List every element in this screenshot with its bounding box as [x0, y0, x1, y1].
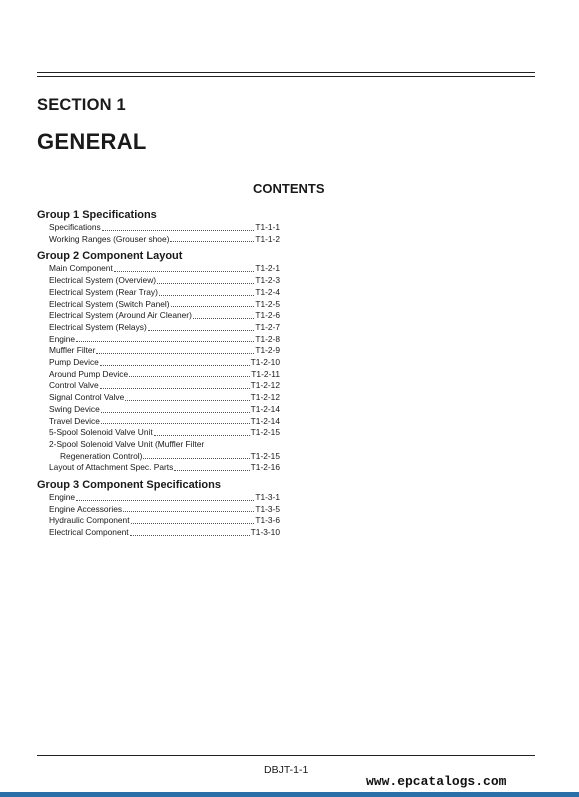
toc-entry-label: Specifications	[49, 222, 101, 232]
toc-entry-page: T1-3-6	[255, 515, 280, 526]
toc-entry-page: T1-2-3	[255, 275, 280, 286]
toc-entry-page: T1-2-5	[255, 298, 280, 309]
toc-entry-page: T1-2-12	[250, 392, 280, 403]
toc-entry[interactable]	[37, 275, 280, 287]
dot-leader	[76, 500, 254, 501]
toc-entry-page: T1-1-2	[255, 233, 280, 244]
dot-leader	[101, 412, 250, 413]
toc-entry[interactable]	[37, 404, 280, 416]
section-title: GENERAL	[37, 129, 147, 154]
dot-leader	[76, 341, 254, 342]
toc-entry-page: T1-2-12	[250, 380, 280, 391]
toc-entry-page: T1-2-10	[250, 357, 280, 368]
toc-entry-label: Regeneration Control)	[60, 450, 143, 461]
toc-entry-page: T1-2-9	[255, 345, 280, 356]
toc-entry[interactable]	[37, 345, 280, 357]
dot-leader	[174, 470, 249, 471]
bottom-color-strip	[0, 792, 579, 797]
toc-entry-label: Electrical System (Around Air Cleaner)	[49, 310, 192, 321]
toc-entry-page: T1-2-1	[255, 263, 280, 274]
toc-group-title: Group 3 Component Specifications	[37, 479, 221, 492]
dot-leader	[129, 376, 250, 377]
toc-entry-page: T1-2-7	[255, 321, 280, 332]
contents-heading: CONTENTS	[253, 181, 325, 196]
toc-entry-label: Working Ranges (Grouser shoe)	[49, 233, 170, 244]
toc-entry-label: Layout of Attachment Spec. Parts	[49, 462, 174, 473]
toc-entry-label: Signal Control Valve	[49, 392, 125, 403]
toc-entry-label: Around Pump Device	[49, 368, 129, 379]
toc-group-2	[37, 249, 280, 474]
dot-leader	[193, 318, 254, 319]
toc-entry-label: Engine	[49, 333, 76, 344]
dot-leader	[96, 353, 254, 354]
dot-leader	[143, 458, 249, 459]
toc-entry[interactable]	[37, 310, 280, 322]
toc-entry-label: Electrical Component	[49, 527, 129, 538]
toc-entry[interactable]	[37, 462, 280, 474]
toc-entry-label: 5-Spool Solenoid Valve Unit	[49, 427, 153, 438]
toc-entry-label: Electrical System (Rear Tray)	[49, 286, 158, 297]
dot-leader	[157, 283, 254, 284]
page-code: DBJT-1-1	[264, 764, 309, 776]
toc-entry-page: T1-2-15	[250, 450, 280, 461]
toc-entry[interactable]	[37, 322, 280, 334]
toc-group-3	[37, 478, 280, 539]
toc-entry-page: T1-2-6	[255, 310, 280, 321]
dot-leader	[131, 523, 255, 524]
toc-entry-page: T1-2-11	[251, 368, 280, 379]
top-rule-thick	[37, 72, 535, 73]
top-rule-thin	[37, 76, 535, 77]
toc-entry-label: Pump Device	[49, 357, 99, 368]
dot-leader	[125, 400, 249, 401]
toc-entry-page: T1-3-1	[255, 492, 280, 503]
watermark: www.epcatalogs.com	[366, 774, 507, 789]
toc-entry-continued[interactable]	[37, 439, 280, 451]
dot-leader	[102, 230, 255, 231]
section-label: SECTION 1	[37, 96, 126, 114]
toc-entry-label: Swing Device	[49, 403, 100, 414]
toc-entry[interactable]	[37, 234, 280, 246]
toc-entry[interactable]	[37, 287, 280, 299]
table-of-contents	[37, 208, 280, 543]
toc-entry-page: T1-3-5	[255, 503, 280, 514]
toc-entry-label: Control Valve	[49, 380, 99, 391]
toc-entry-page: T1-2-8	[255, 333, 280, 344]
toc-entry-label: Electrical System (Switch Panel)	[49, 298, 170, 309]
toc-entry-label: Main Component	[49, 263, 113, 274]
toc-entry[interactable]	[37, 299, 280, 311]
toc-entry[interactable]	[37, 515, 280, 527]
dot-leader	[148, 330, 255, 331]
toc-entry-label: Electrical System (Relays)	[49, 321, 147, 332]
dot-leader	[123, 511, 254, 512]
toc-entry[interactable]	[37, 334, 280, 346]
dot-leader	[130, 535, 250, 536]
dot-leader	[159, 295, 254, 296]
toc-entry-label: 2-Spool Solenoid Valve Unit (Muffler Filter	[49, 438, 205, 449]
toc-entry[interactable]	[37, 492, 280, 504]
toc-entry-label: Muffler Filter	[49, 345, 96, 356]
toc-entry-label: Engine Accessories	[49, 503, 123, 514]
toc-entry[interactable]	[37, 427, 280, 439]
toc-entry[interactable]	[37, 416, 280, 428]
toc-group-title: Group 2 Component Layout	[37, 250, 183, 263]
toc-entry-page: T1-2-16	[250, 462, 280, 473]
dot-leader	[101, 423, 250, 424]
footer-rule	[37, 755, 535, 756]
dot-leader	[100, 388, 250, 389]
toc-entry-label: Electrical System (Overview)	[49, 275, 157, 286]
toc-entry-label: Hydraulic Component	[49, 515, 130, 526]
toc-entry[interactable]	[37, 263, 280, 275]
toc-entry-page: T1-2-15	[250, 427, 280, 438]
toc-group-1	[37, 208, 280, 245]
dot-leader	[100, 365, 250, 366]
dot-leader	[114, 271, 255, 272]
toc-entry[interactable]	[37, 392, 280, 404]
dot-leader	[171, 306, 255, 307]
toc-entry-label: Travel Device	[49, 415, 100, 426]
toc-entry[interactable]	[37, 527, 280, 539]
toc-entry[interactable]	[37, 357, 280, 369]
toc-entry[interactable]	[37, 451, 280, 463]
toc-entry-page: T1-3-10	[250, 527, 280, 538]
toc-entry-page: T1-2-4	[255, 286, 280, 297]
dot-leader	[154, 435, 250, 436]
toc-entry-label: Engine	[49, 492, 76, 503]
toc-group-title: Group 1 Specifications	[37, 209, 157, 221]
toc-entry[interactable]	[37, 369, 280, 381]
toc-entry[interactable]	[37, 504, 280, 516]
toc-entry[interactable]	[37, 222, 280, 234]
toc-entry-page: T1-1-1	[255, 222, 280, 232]
toc-entry-page: T1-2-14	[250, 403, 280, 414]
toc-entry-page: T1-2-14	[250, 415, 280, 426]
toc-entry[interactable]	[37, 380, 280, 392]
dot-leader	[170, 241, 254, 242]
